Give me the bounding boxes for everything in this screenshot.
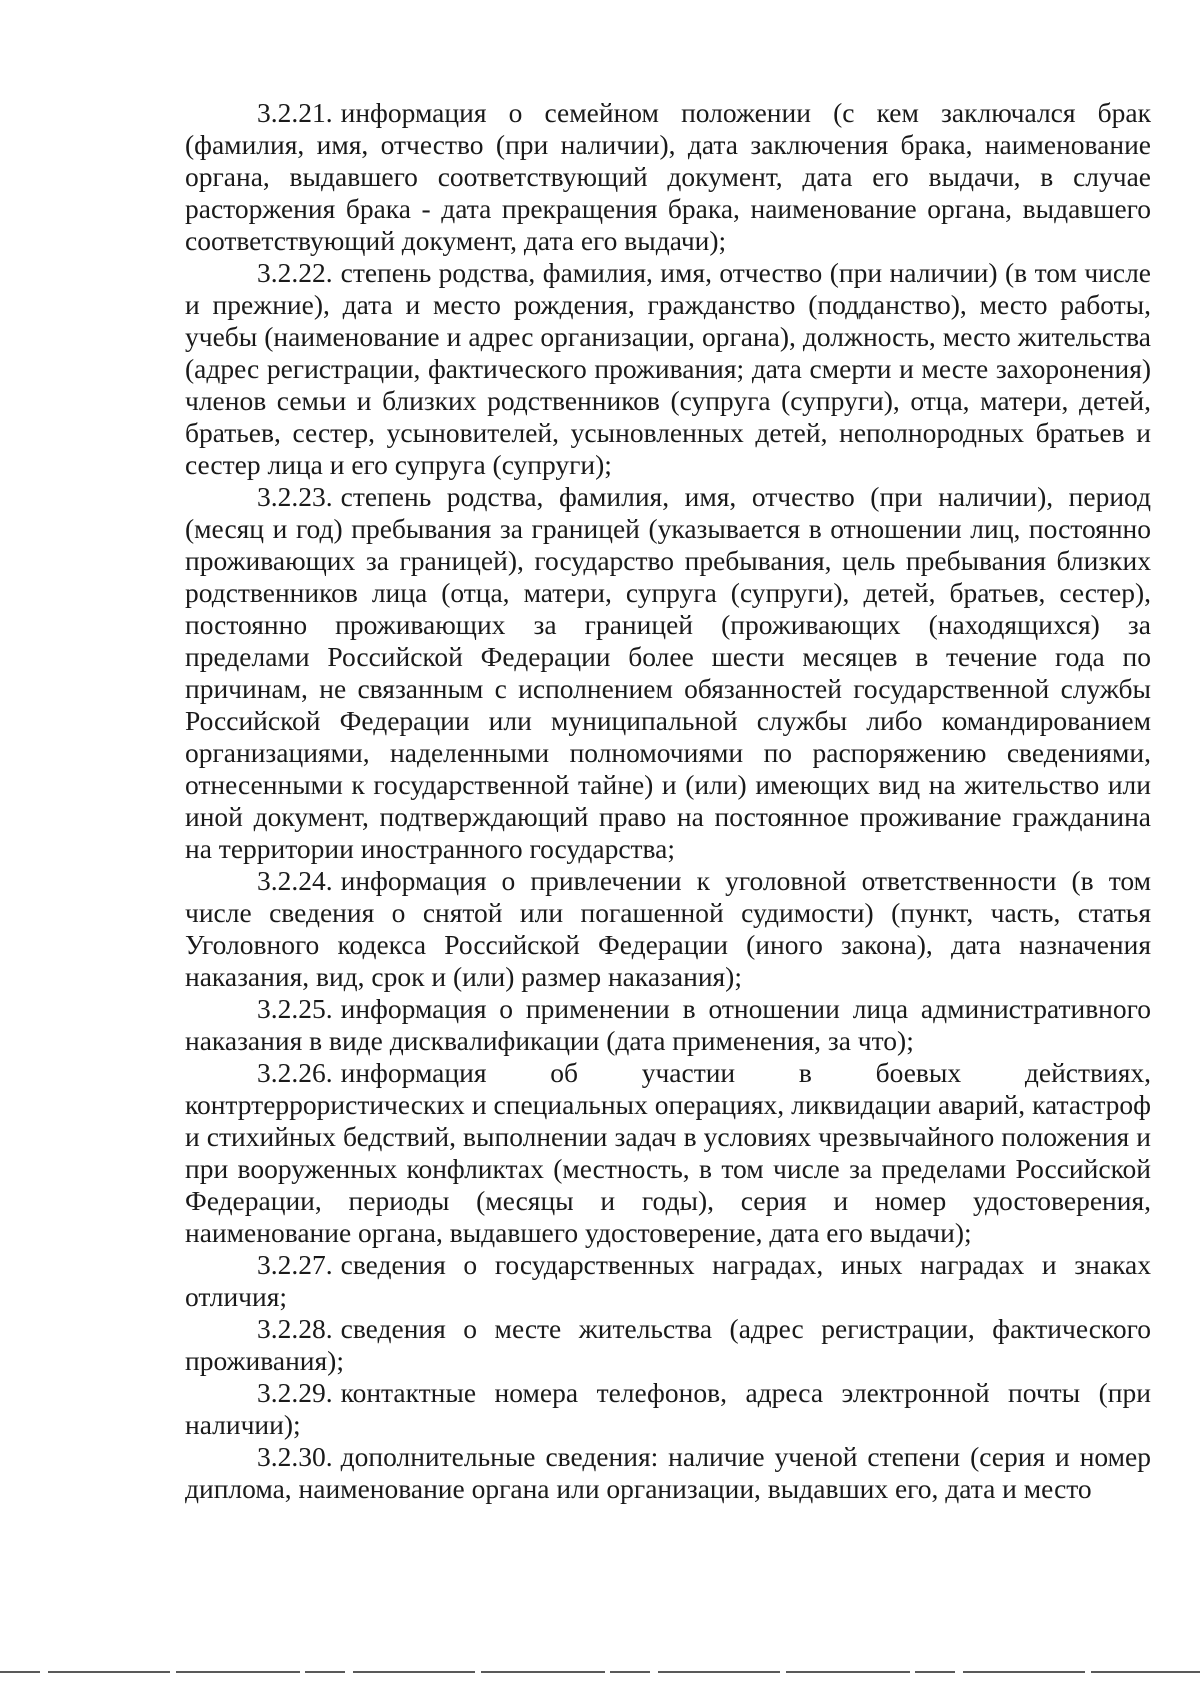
paragraph-number: 3.2.28. (257, 1313, 333, 1344)
paragraph-text: информация об участии в боевых действиях, контртеррористических и специальных операциях, ликвидации аварий, катастроф и стихийных бедствий, выполнении задач в условиях чрезвычайного положения и при вооруженных конфликтах (местность, в том числе за пределами Российской Федерации, периоды (месяцы и годы), серия и номер удостоверения, наименование органа, выдавшего удостоверение, дата его выдачи); (185, 1057, 1151, 1248)
paragraph-3-2-25 (185, 993, 1151, 1057)
paragraph-3-2-27 (185, 1249, 1151, 1313)
document-page (185, 97, 1151, 1505)
paragraph-number: 3.2.22. (257, 257, 333, 288)
paragraph-number: 3.2.30. (257, 1441, 333, 1472)
paragraph-text: сведения о месте жительства (адрес регистрации, фактического проживания); (185, 1313, 1151, 1376)
paragraph-3-2-29 (185, 1377, 1151, 1441)
paragraph-text: сведения о государственных наградах, иных наградах и знаках отличия; (185, 1249, 1151, 1312)
paragraph-number: 3.2.24. (257, 865, 333, 896)
paragraph-3-2-21 (185, 97, 1151, 257)
paragraph-text: степень родства, фамилия, имя, отчество (при наличии) (в том числе и прежние), дата и место рождения, гражданство (подданство), место работы, учебы (наименование и адрес организации, органа), должность, место жительства (адрес регистрации, фактического проживания; дата смерти и месте захоронения) членов семьи и близких родственников (супруга (супруги), отца, матери, детей, братьев, сестер, усыновителей, усыновленных детей, неполнородных братьев и сестер лица и его супруга (супруги); (185, 257, 1151, 480)
paragraph-3-2-26 (185, 1057, 1151, 1249)
paragraph-3-2-28 (185, 1313, 1151, 1377)
paragraph-text: информация о привлечении к уголовной ответственности (в том числе сведения о снятой или погашенной судимости) (пункт, часть, статья Уголовного кодекса Российской Федерации (иного закона), дата назначения наказания, вид, срок и (или) размер наказания); (185, 865, 1151, 992)
scan-edge-line (0, 1671, 1200, 1673)
paragraph-number: 3.2.25. (257, 993, 333, 1024)
paragraph-text: контактные номера телефонов, адреса электронной почты (при наличии); (185, 1377, 1151, 1440)
paragraph-number: 3.2.21. (257, 97, 333, 128)
paragraph-3-2-22 (185, 257, 1151, 481)
paragraph-text: информация о семейном положении (с кем заключался брак (фамилия, имя, отчество (при наличии), дата заключения брака, наименование органа, выдавшего соответствующий документ, дата его выдачи, в случае расторжения брака - дата прекращения брака, наименование органа, выдавшего соответствующий документ, дата его выдачи); (185, 97, 1151, 256)
paragraph-3-2-23 (185, 481, 1151, 865)
paragraph-3-2-24 (185, 865, 1151, 993)
paragraph-number: 3.2.29. (257, 1377, 333, 1408)
paragraph-number: 3.2.23. (257, 481, 333, 512)
paragraph-text: степень родства, фамилия, имя, отчество (при наличии), период (месяц и год) пребывания за границей (указывается в отношении лиц, постоянно проживающих за границей), государство пребывания, цель пребывания близких родственников лица (отца, матери, супруга (супруги), детей, братьев, сестер), постоянно проживающих за границей (проживающих (находящихся) за пределами Российской Федерации более шести месяцев в течение года по причинам, не связанным с исполнением обязанностей государственной службы Российской Федерации или муниципальной службы либо командированием организациями, наделенными полномочиями по распоряжению сведениями, отнесенными к государственной тайне) и (или) имеющих вид на жительство или иной документ, подтверждающий право на постоянное проживание гражданина на территории иностранного государства; (185, 481, 1151, 864)
paragraph-text: информация о применении в отношении лица административного наказания в виде дисквалификации (дата применения, за что); (185, 993, 1151, 1056)
paragraph-number: 3.2.26. (257, 1057, 333, 1088)
paragraph-number: 3.2.27. (257, 1249, 333, 1280)
paragraph-text: дополнительные сведения: наличие ученой степени (серия и номер диплома, наименование органа или организации, выдавших его, дата и место (185, 1441, 1151, 1504)
paragraph-3-2-30 (185, 1441, 1151, 1505)
